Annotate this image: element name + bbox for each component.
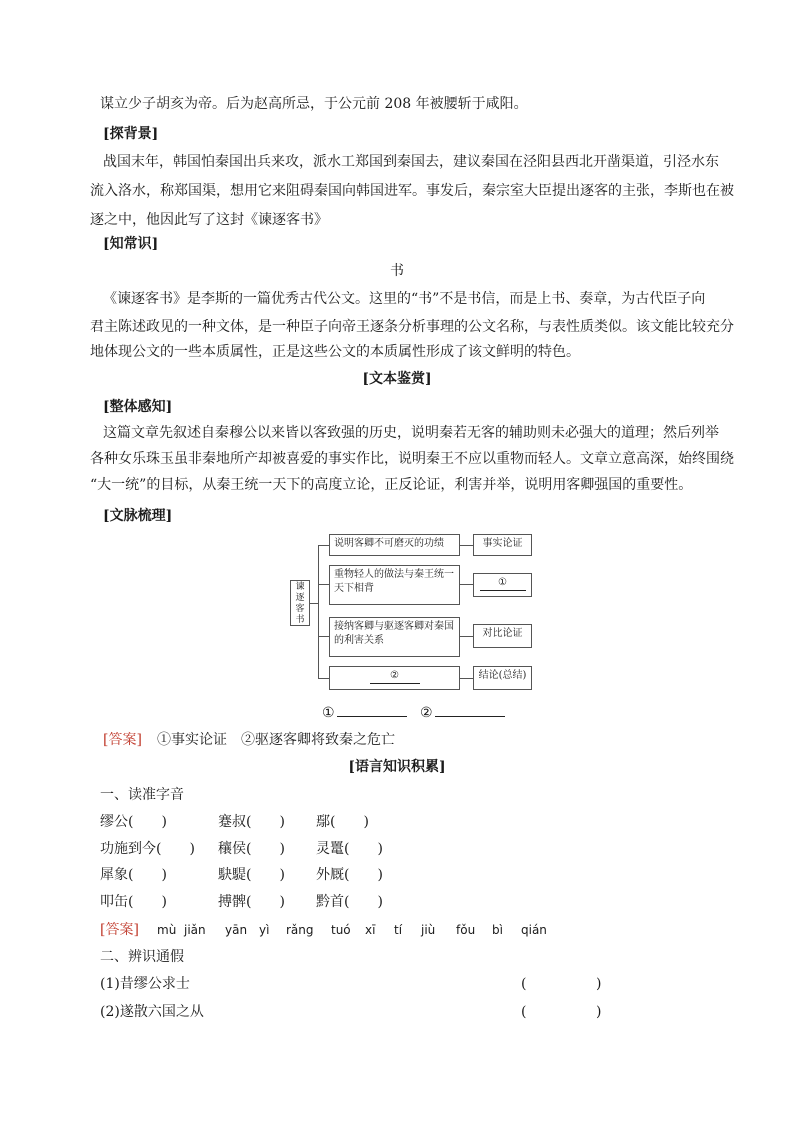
pronunciation-item: 蹇叔( ) xyxy=(218,814,285,830)
pronunciation-item: 功施到今( ) xyxy=(100,841,195,857)
answer-paren-close[interactable]: ) xyxy=(596,1004,602,1020)
answer-paren-close[interactable]: ) xyxy=(596,976,602,992)
text-line: 逐之中，他因此写了这封《谏逐客书》 xyxy=(90,212,328,228)
answer-blank-2[interactable] xyxy=(435,716,505,717)
subsection-title: 二、辨识通假 xyxy=(100,949,184,965)
section-heading-language: [语言知识积累] xyxy=(348,759,446,775)
blank-label-2: ② xyxy=(420,705,433,721)
answer-paren-open[interactable]: ( xyxy=(521,1004,527,1020)
pinyin-answer: tuó xyxy=(331,923,351,937)
pinyin-answer: jiù xyxy=(421,923,436,937)
section-heading-knowledge: [知常识] xyxy=(103,236,159,252)
diagram-connector xyxy=(318,678,329,679)
section-heading-appreciation: [文本鉴赏] xyxy=(362,371,432,387)
diagram-right-box: 对比论证 xyxy=(473,624,532,648)
section-heading-structure: [文脉梳理] xyxy=(103,508,173,524)
diagram-connector xyxy=(318,636,329,637)
pronunciation-item: 搏髀( ) xyxy=(218,894,285,910)
pinyin-answer: rǎng xyxy=(286,923,314,937)
question-item: (1)昔缪公求士 xyxy=(100,976,190,992)
diagram-connector xyxy=(318,545,329,546)
diagram-left-box: 重物轻人的做法与秦王统一天下相背 xyxy=(329,565,460,605)
diagram-connector xyxy=(460,545,473,546)
pronunciation-item: 犀象( ) xyxy=(100,867,167,883)
pinyin-answer: fǒu xyxy=(456,923,476,937)
answer-label: [答案] xyxy=(100,922,139,938)
diagram-blank-line xyxy=(480,590,526,591)
section-heading-background: [探背景] xyxy=(103,126,159,142)
blank-label-1: ① xyxy=(322,705,335,721)
pinyin-answer: bì xyxy=(492,923,503,937)
text-line: 君主陈述政见的一种文体，是一种臣子向帝王逐条分析事理的公文名称，与表性质类似。该文能比较充分 xyxy=(90,319,734,335)
diagram-left-box: 接纳客卿与驱逐客卿对秦国的利害关系 xyxy=(329,617,460,657)
subsection-title: 一、读准字音 xyxy=(100,787,184,803)
answer-paren-open[interactable]: ( xyxy=(521,976,527,992)
subheading-shu: 书 xyxy=(390,263,404,279)
pinyin-answer: yān xyxy=(225,923,248,937)
pronunciation-item: 外厩( ) xyxy=(316,867,383,883)
pinyin-answer: mù xyxy=(157,923,177,937)
diagram-connector xyxy=(310,603,318,604)
answer-blank-1[interactable] xyxy=(337,716,407,717)
text-line: 这篇文章先叙述自秦穆公以来皆以客致强的历史，说明秦若无客的辅助则未必强大的道理；然后列举 xyxy=(103,425,719,441)
pinyin-answer: qián xyxy=(521,923,547,937)
section-heading-overall: [整体感知] xyxy=(103,399,173,415)
diagram-left-box: 说明客卿不可磨灭的功绩 xyxy=(329,534,460,556)
diagram-connector xyxy=(318,584,329,585)
text-line: 地体现公文的一些本质属性，正是这些公文的本质属性形成了该文鲜明的特色。 xyxy=(90,344,580,360)
pronunciation-item: 鄢( ) xyxy=(316,814,369,830)
pronunciation-item: 叩缶( ) xyxy=(100,894,167,910)
diagram-right-box: 事实论证 xyxy=(473,534,532,556)
pronunciation-item: 駃騠( ) xyxy=(218,867,285,883)
text-line: 流入洛水，称郑国渠，想用它来阻碍秦国向韩国进军。事发后，秦宗室大臣提出逐客的主张，李斯也在被 xyxy=(90,183,734,199)
pinyin-answer: jiǎn xyxy=(184,923,206,937)
text-line: 《谏逐客书》是李斯的一篇优秀古代公文。这里的“书”不是书信，而是上书、奏章，为古代臣子向 xyxy=(103,291,706,307)
text-line: 各种女乐珠玉虽非秦地所产却被喜爱的事实作比，说明秦王不应以重物而轻人。文章立意高深，始终围绕 xyxy=(90,451,734,467)
diagram-connector xyxy=(460,636,473,637)
text-line: 战国末年，韩国怕秦国出兵来攻，派水工郑国到秦国去，建议秦国在泾阳县西北开凿渠道，引泾水东 xyxy=(103,154,719,170)
answer-text: ①事实论证 ②驱逐客卿将致秦之危亡 xyxy=(157,732,395,748)
pronunciation-item: 穰侯( ) xyxy=(218,841,285,857)
pinyin-answer: xī xyxy=(365,923,376,937)
pinyin-answer: tí xyxy=(394,923,403,937)
question-item: (2)遂散六国之从 xyxy=(100,1004,204,1020)
pinyin-answer: yì xyxy=(259,923,270,937)
text-line: “大一统”的目标，从秦王统一天下的高度立论，正反论证，利害并举，说明用客卿强国的重要性。 xyxy=(90,477,693,493)
diagram-blank-line xyxy=(370,683,420,684)
answer-label: [答案] xyxy=(103,732,142,748)
diagram-right-box: ① xyxy=(473,573,532,597)
pronunciation-item: 缪公( ) xyxy=(100,814,167,830)
diagram-left-box: ② xyxy=(329,666,460,690)
pronunciation-item: 黔首( ) xyxy=(316,894,383,910)
diagram-connector xyxy=(460,584,473,585)
text-line: 谋立少子胡亥为帝。后为赵高所忌，于公元前 208 年被腰斩于咸阳。 xyxy=(100,96,528,112)
diagram-root: 谏逐客书 xyxy=(290,580,310,626)
pronunciation-item: 灵鼍( ) xyxy=(316,841,383,857)
diagram-right-box: 结论(总结) xyxy=(473,666,532,690)
diagram-connector xyxy=(318,545,319,678)
diagram-connector xyxy=(460,678,473,679)
